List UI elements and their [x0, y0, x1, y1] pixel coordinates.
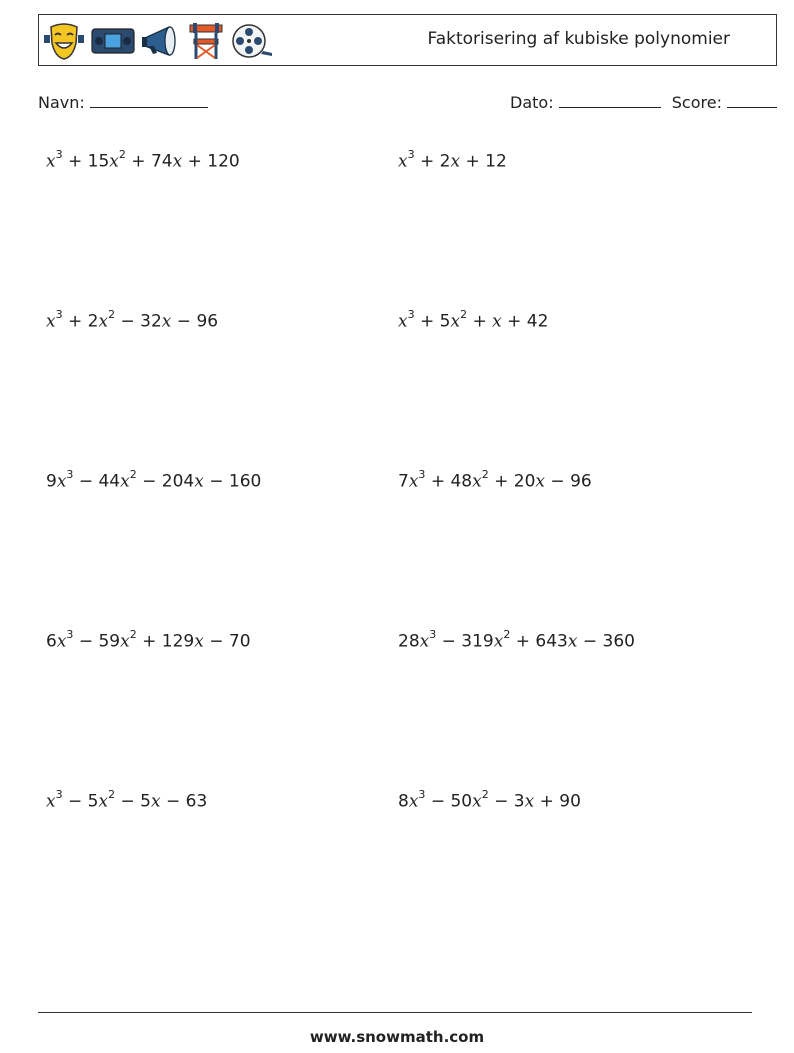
- problem-1: $x^3 + 15x^2 + 74x + 120$: [46, 148, 240, 172]
- name-label: Navn:: [38, 93, 85, 112]
- name-field: [38, 93, 208, 112]
- score-blank[interactable]: [727, 93, 777, 108]
- footer-url: www.snowmath.com: [309, 1028, 485, 1046]
- theater-mask-icon: [43, 21, 85, 61]
- header-box: [38, 14, 777, 66]
- problem-2: $x^3 + 2x + 12$: [398, 148, 507, 172]
- worksheet-title: Faktorisering af kubiske polynomier: [427, 29, 730, 49]
- problem-10: $8x^3 - 50x^2 - 3x + 90$: [398, 788, 581, 812]
- date-blank[interactable]: [559, 93, 661, 108]
- name-blank[interactable]: [90, 93, 208, 108]
- problem-8: $28x^3 - 319x^2 + 643x - 360$: [398, 628, 635, 652]
- director-chair-icon: [187, 21, 225, 61]
- date-label: Dato:: [510, 93, 554, 112]
- problem-7: $6x^3 - 59x^2 + 129x - 70$: [46, 628, 251, 652]
- film-reel-icon: [231, 23, 273, 59]
- header-icons: [43, 20, 273, 62]
- videotape-icon: [91, 26, 135, 56]
- megaphone-icon: [141, 24, 181, 58]
- date-field: [510, 93, 777, 112]
- score-label: Score:: [671, 93, 722, 112]
- footer-divider: [38, 1012, 752, 1013]
- problem-5: $9x^3 - 44x^2 - 204x - 160$: [46, 468, 262, 492]
- problem-4: $x^3 + 5x^2 + x + 42$: [398, 308, 549, 332]
- problem-9: $x^3 - 5x^2 - 5x - 63$: [46, 788, 208, 812]
- problem-6: $7x^3 + 48x^2 + 20x - 96$: [398, 468, 592, 492]
- problem-3: $x^3 + 2x^2 - 32x - 96$: [46, 308, 219, 332]
